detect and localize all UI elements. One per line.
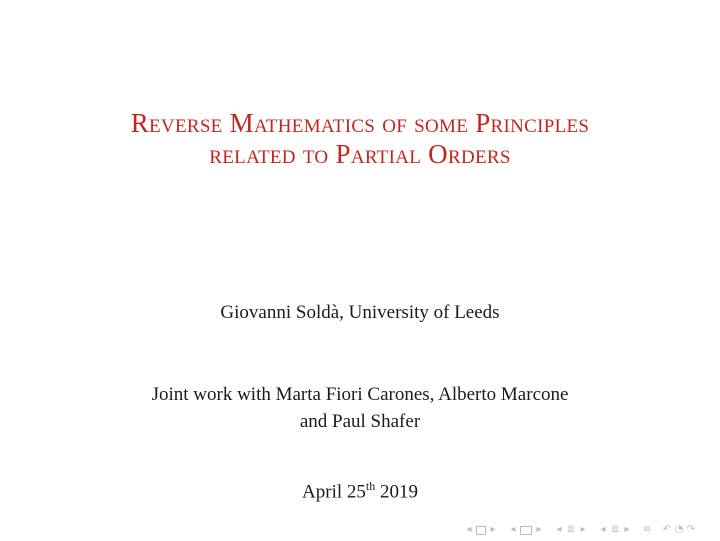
date-year: 2019 xyxy=(379,481,418,503)
date-prefix: April 25 xyxy=(302,481,366,503)
title-line-1: Reverse Mathematics of some Principles xyxy=(130,108,590,138)
nav-align-icon[interactable]: ≡ xyxy=(642,524,652,535)
nav-search-icon[interactable]: ↶ ◔ ↷ xyxy=(662,524,696,535)
beamer-navigation-bar xyxy=(464,525,702,535)
joint-work-line-2: and Paul Shafer xyxy=(299,411,421,432)
slide-title xyxy=(0,108,720,170)
nav-section-icon[interactable]: ◂ ≣ ▸ xyxy=(600,524,630,535)
nav-first-icon[interactable]: ◂ ▸ xyxy=(466,524,496,535)
presentation-date xyxy=(0,479,720,503)
nav-frame-icon[interactable]: ◂ ▸ xyxy=(510,524,542,535)
joint-work-line-1: Joint work with Marta Fiori Carones, Alberto Marcone xyxy=(151,384,569,405)
title-line-2: related to Partial Orders xyxy=(209,139,511,169)
nav-subsection-icon[interactable]: ◂ ≣ ▸ xyxy=(556,524,586,535)
author-affiliation: Giovanni Soldà, University of Leeds xyxy=(220,302,500,323)
date-ordinal: th xyxy=(365,479,376,493)
joint-work xyxy=(0,381,720,435)
